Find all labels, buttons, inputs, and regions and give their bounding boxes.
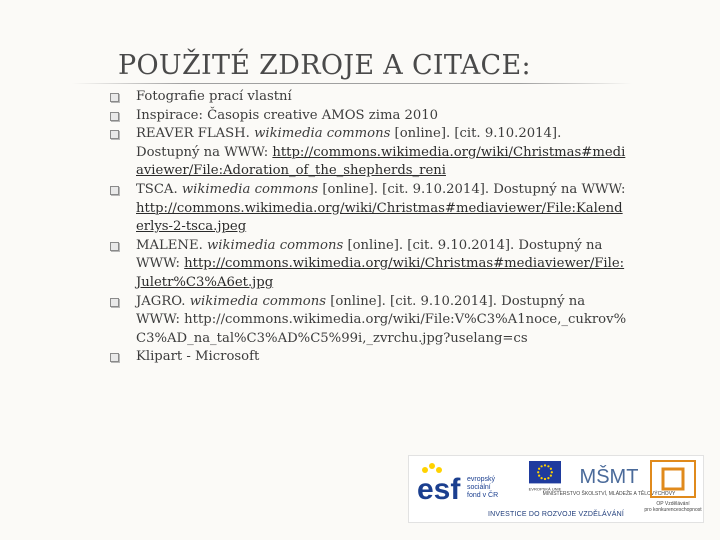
op-square <box>663 469 683 489</box>
list-item <box>108 125 628 181</box>
source-citation: [online]. [cit. 9.10.2014]. Dostupný na WWW: <box>136 293 586 328</box>
title-divider <box>72 83 632 84</box>
eu-star-icon <box>537 471 539 473</box>
op-caption: OP Vzdělávání <box>656 501 690 507</box>
eu-star-icon <box>540 465 542 467</box>
list-item <box>108 88 628 107</box>
investment-banner-text: INVESTICE DO ROZVOJE VZDĚLÁVÁNÍ <box>487 511 625 518</box>
source-name: wikimedia commons <box>254 126 391 142</box>
list-item <box>108 348 628 367</box>
source-author: REAVER FLASH. <box>136 126 250 142</box>
op-caption: pro konkurenceschopnost <box>644 507 702 513</box>
source-author: MALENE. <box>136 237 203 253</box>
eu-flag-icon <box>521 461 569 493</box>
esf-star-icon <box>429 463 435 469</box>
checkbox-bullet-icon <box>110 112 119 121</box>
eu-star-icon <box>547 465 549 467</box>
eu-star-icon <box>550 474 552 476</box>
source-link[interactable]: http://commons.wikimedia.org/wiki/Christmas#mediaviewer/File:Adoration_of_the_shepherds_reni <box>136 144 626 179</box>
eu-star-icon <box>538 468 540 470</box>
source-link[interactable]: http://commons.wikimedia.org/wiki/Christmas#mediaviewer/File:Kalenderlys-2-tsca.jpeg <box>136 200 623 235</box>
source-url: http://commons.wikimedia.org/wiki/File:V%C3%A1noce,_cukrov%C3%AD_na_tal%C3%AD%C5%99i,_zvrchu.jpg?uselang=cs <box>136 312 627 346</box>
op-frame <box>651 461 695 497</box>
list-item <box>108 107 628 126</box>
esf-caption: fond v ČR <box>467 492 499 499</box>
source-text: Inspirace: Časopis creative AMOS zima 2010 <box>136 107 439 123</box>
list-item <box>108 181 628 237</box>
esf-logo-icon <box>415 461 509 505</box>
eu-star-icon <box>547 477 549 479</box>
esf-wordmark: esf <box>417 473 461 506</box>
checkbox-bullet-icon <box>110 130 119 139</box>
source-text: Klipart - Microsoft <box>136 349 260 365</box>
eu-star-icon <box>544 478 546 480</box>
source-author: TSCA. <box>136 181 178 197</box>
list-item <box>108 237 628 293</box>
sources-list <box>108 88 628 367</box>
eu-star-icon <box>544 464 546 466</box>
funding-logos-banner <box>408 455 704 523</box>
source-citation: [online]. [cit. 9.10.2014]. Dostupný na WWW: <box>136 126 562 160</box>
esf-caption: evropský <box>467 476 496 483</box>
checkbox-bullet-icon <box>110 93 119 102</box>
list-item <box>108 293 628 349</box>
checkbox-bullet-icon <box>110 353 119 362</box>
eu-star-icon <box>550 468 552 470</box>
source-citation: [online]. [cit. 9.10.2014]. Dostupný na WWW: <box>136 237 603 272</box>
source-name: wikimedia commons <box>181 181 319 197</box>
source-name: wikimedia commons <box>189 293 326 309</box>
msmt-caption: MINISTERSTVO ŠKOLSTVÍ, MLÁDEŽE A TĚLOVÝCHOVY <box>542 491 676 497</box>
checkbox-bullet-icon <box>110 298 119 307</box>
source-citation: [online]. [cit. 9.10.2014]. Dostupný na WWW: <box>322 181 626 197</box>
slide-title: POUŽITÉ ZDROJE A CITACE: <box>118 50 531 81</box>
eu-caption: EVROPSKÁ UNIE <box>528 486 562 492</box>
source-text: Fotografie prací vlastní <box>136 89 292 104</box>
op-vk-logo-icon <box>644 459 702 513</box>
source-link[interactable]: http://commons.wikimedia.org/wiki/Christmas#mediaviewer/File:Juletr%C3%A6et.jpg <box>136 256 625 290</box>
checkbox-bullet-icon <box>110 186 119 195</box>
eu-star-icon <box>540 477 542 479</box>
eu-star-icon <box>538 474 540 476</box>
eu-star-icon <box>551 471 553 473</box>
esf-caption: sociální <box>467 484 491 491</box>
source-author: JAGRO. <box>136 293 186 309</box>
checkbox-bullet-icon <box>110 242 119 251</box>
msmt-letters: MŠMT <box>579 466 639 488</box>
source-name: wikimedia commons <box>206 237 344 253</box>
